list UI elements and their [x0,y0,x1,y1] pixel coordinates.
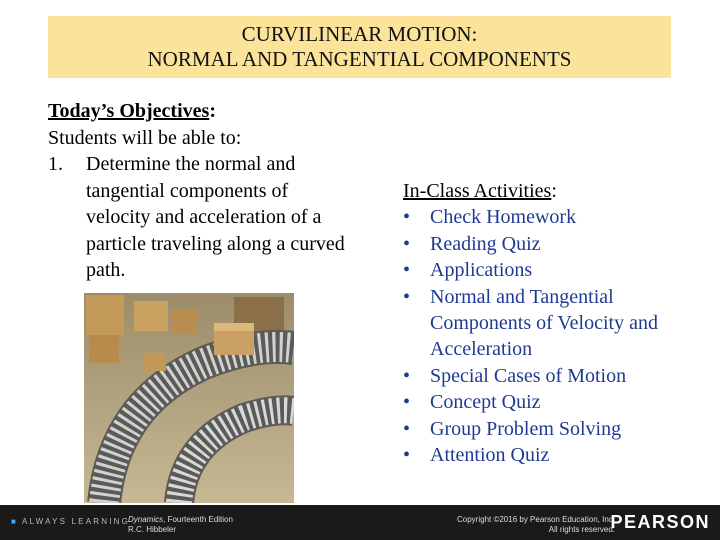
objectives-intro: Students will be able to: [48,126,242,149]
title-line-2: NORMAL AND TANGENTIAL COMPONENTS [147,47,572,71]
conveyor-photo [84,293,294,503]
list-item: • Reading Quiz [403,232,541,255]
objective-item [48,151,368,284]
activities-heading: In-Class Activities: [403,180,557,202]
list-item: • Group Problem Solving [403,417,622,440]
brand-tagline: ■ ALWAYS LEARNING [11,517,131,526]
list-item: • Check Homework [403,206,577,229]
objectives-heading: Today’s Objectives: [48,100,216,122]
title-banner [48,16,671,78]
list-item: • Applications [403,259,533,282]
list-item: • Normal and Tangential Components of Velocity and Acceleration [403,285,658,361]
activities-section [403,178,703,468]
objectives-section [48,98,368,284]
copyright-notice: Copyright ©2016 by Pearson Education, Inc. All rights reserved. [457,515,615,534]
activities-list [403,204,703,468]
list-item: • Attention Quiz [403,444,550,467]
list-item: • Special Cases of Motion [403,364,627,387]
objective-number: 1. [48,153,63,175]
footer-bar [0,505,720,540]
publisher-logo: PEARSON [610,512,710,532]
brand-dot-icon: ■ [11,517,19,526]
objective-text: Determine the normal and tangential components of velocity and acceleration of a particle traveling along a curved path. [86,153,345,281]
book-title: Dynamics [128,515,164,524]
title-line-1: CURVILINEAR MOTION: [241,22,478,46]
book-author: R.C. Hibbeler [128,525,177,534]
book-edition: , Fourteenth Edition [163,515,233,524]
book-info [128,515,233,535]
list-item: • Concept Quiz [403,391,541,414]
